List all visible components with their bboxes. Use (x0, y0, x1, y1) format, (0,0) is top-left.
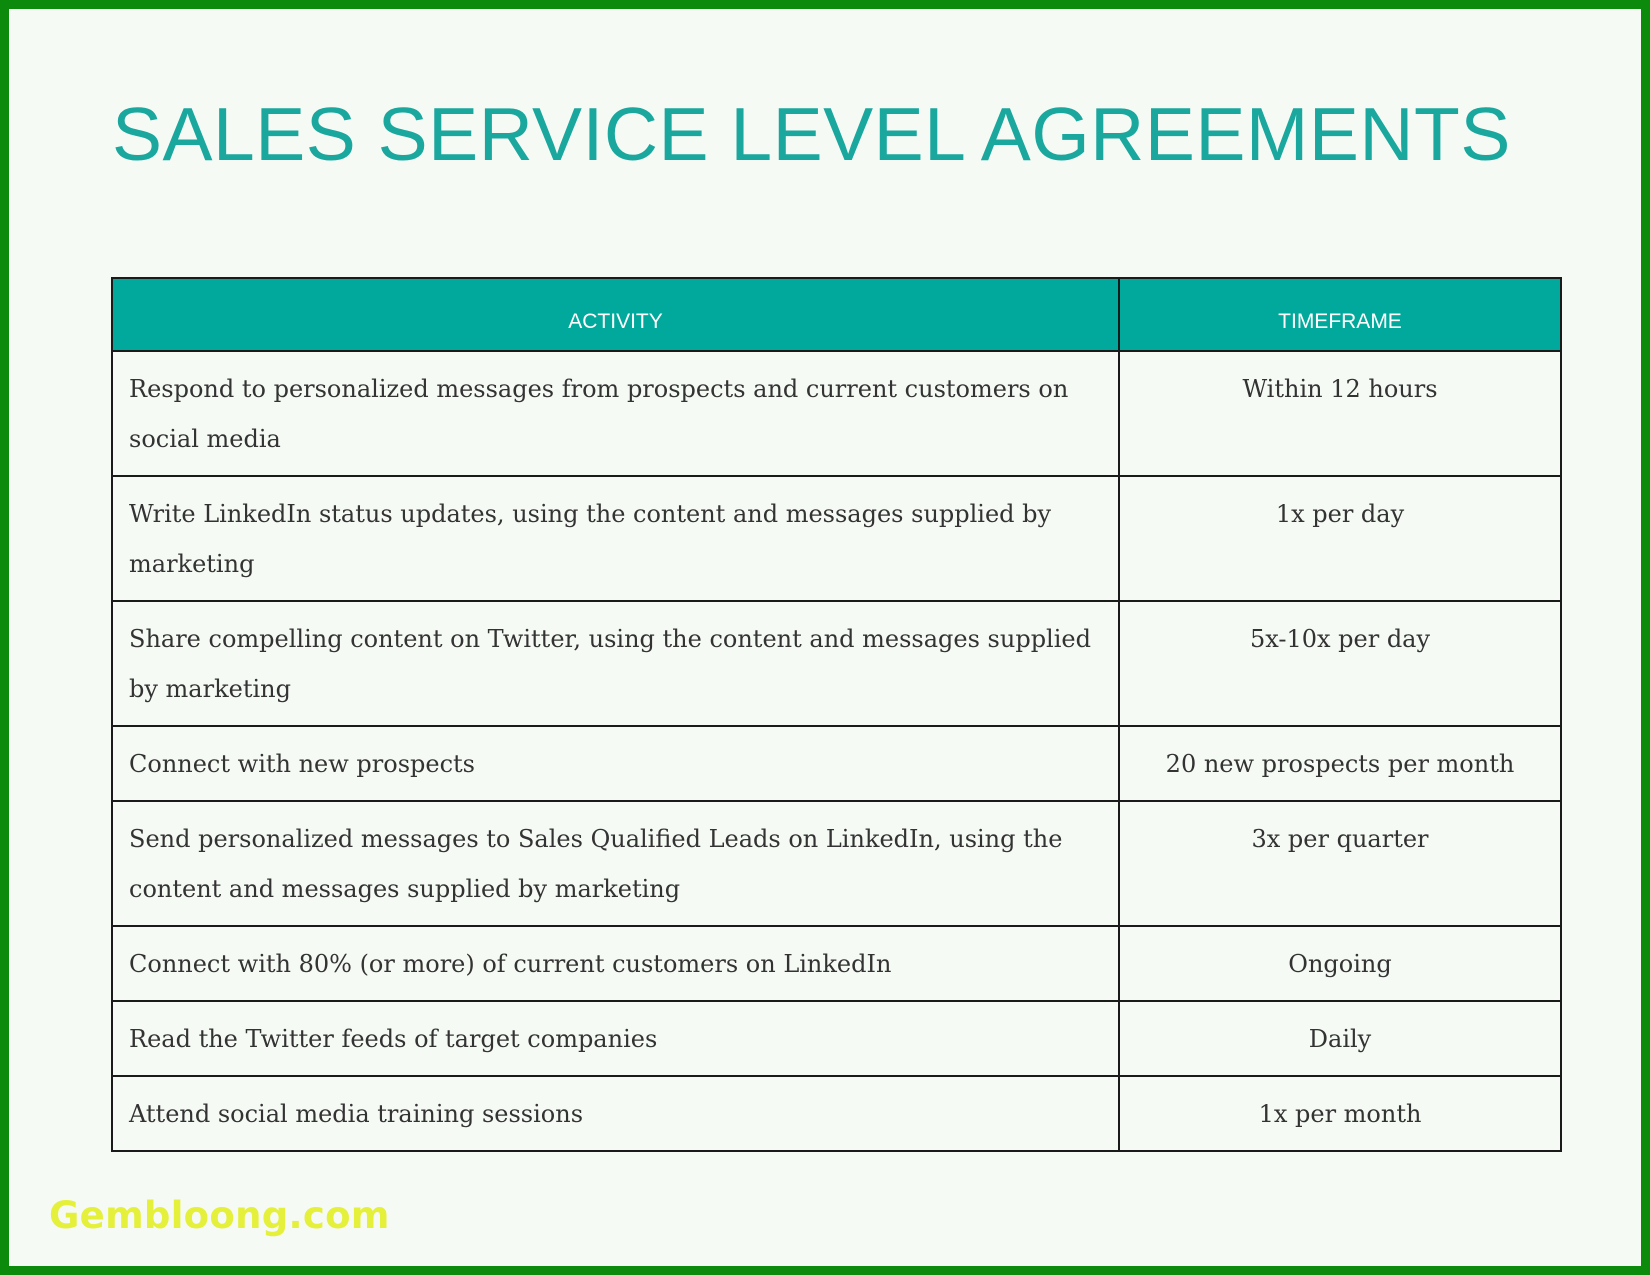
activity-cell: Write LinkedIn status updates, using the content and messages supplied by marketing (112, 476, 1119, 601)
table-row (112, 926, 1561, 1001)
watermark: Gembloong.com (49, 1194, 390, 1237)
page-title: SALES SERVICE LEVEL AGREEMENTS (112, 92, 1511, 176)
timeframe-cell: 1x per month (1119, 1076, 1561, 1151)
table-row (112, 1076, 1561, 1151)
column-header-activity: ACTIVITY (112, 278, 1119, 351)
activity-cell: Attend social media training sessions (112, 1076, 1119, 1151)
column-header-timeframe: TIMEFRAME (1119, 278, 1561, 351)
activity-cell: Connect with 80% (or more) of current customers on LinkedIn (112, 926, 1119, 1001)
timeframe-cell: Within 12 hours (1119, 351, 1561, 476)
timeframe-cell: Ongoing (1119, 926, 1561, 1001)
timeframe-cell: 5x-10x per day (1119, 601, 1561, 726)
timeframe-cell: 20 new prospects per month (1119, 726, 1561, 801)
table-row (112, 476, 1561, 601)
timeframe-cell: 1x per day (1119, 476, 1561, 601)
table-row (112, 1001, 1561, 1076)
table-row (112, 726, 1561, 801)
timeframe-cell: Daily (1119, 1001, 1561, 1076)
timeframe-cell: 3x per quarter (1119, 801, 1561, 926)
activity-cell: Connect with new prospects (112, 726, 1119, 801)
sla-table (111, 277, 1562, 1152)
activity-cell: Send personalized messages to Sales Qualified Leads on LinkedIn, using the content and messages supplied by marketing (112, 801, 1119, 926)
table-row (112, 351, 1561, 476)
table-header-row (112, 278, 1561, 351)
activity-cell: Read the Twitter feeds of target companies (112, 1001, 1119, 1076)
activity-cell: Respond to personalized messages from prospects and current customers on social media (112, 351, 1119, 476)
activity-cell: Share compelling content on Twitter, using the content and messages supplied by marketing (112, 601, 1119, 726)
table-row (112, 801, 1561, 926)
table-row (112, 601, 1561, 726)
